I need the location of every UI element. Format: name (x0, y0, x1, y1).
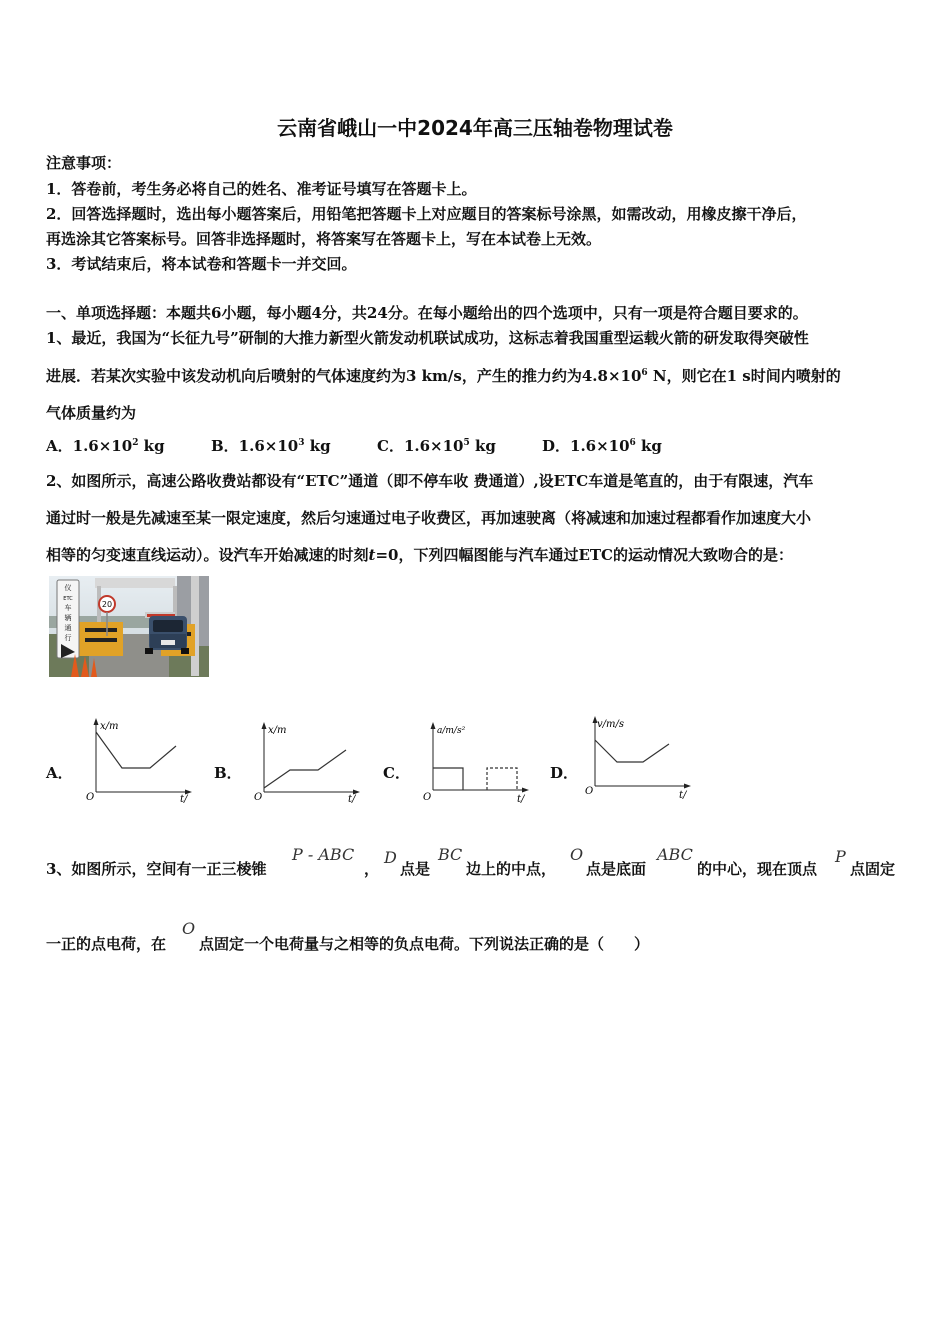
question-3-text: ， (364, 860, 380, 878)
svg-text:t/: t/ (180, 794, 188, 804)
option-c[interactable]: C．$1.6\times 10^5$ kg (377, 437, 496, 455)
graph-b-label[interactable]: B． (214, 764, 242, 782)
svg-text:a/m/s²: a/m/s² (437, 726, 466, 736)
graph-d[interactable] (583, 714, 693, 802)
section-heading: 一、单项选择题：本题共6小题，每小题4分，共24分。在每小题给出的四个选项中，只有一项是符合题目要求的。 (46, 304, 808, 322)
question-1-line: 1、最近，我国为“长征九号”研制的大推力新型火箭发动机联试成功，这标志着我国重型运载火箭的研发取得突破性 (46, 329, 809, 347)
question-2-line: 2、如图所示，高速公路收费站都设有“ETC”通道（即不停车收 费通道）,设ETC车道是笔直的，由于有限速，汽车 (46, 472, 814, 490)
math-o: O (570, 845, 584, 864)
svg-text:ETC: ETC (63, 596, 73, 602)
question-3-text: 点是底面 (586, 860, 647, 878)
graph-a[interactable] (84, 716, 194, 804)
svg-text:x/m: x/m (268, 725, 287, 736)
svg-text:O: O (86, 792, 95, 803)
graph-c[interactable] (421, 720, 531, 808)
question-2-line: 通过时一般是先减速至某一限定速度，然后匀速通过电子收费区，再加速驶离（将减速和加速过程都看作加速度大小 (46, 509, 812, 527)
svg-text:x/m: x/m (100, 721, 119, 732)
question-3-text: 点是 (400, 860, 431, 878)
option-d[interactable]: D．$1.6\times 10^6$ kg (542, 437, 662, 455)
page-title: 云南省峨山一中2024年高三压轴卷物理试卷 (277, 116, 673, 140)
graph-b[interactable] (252, 720, 362, 808)
graph-d-label[interactable]: D． (550, 764, 579, 782)
math-d: D (384, 848, 397, 867)
question-1-line: 进展．若某次实验中该发动机向后喷射的气体速度约为3 km/s，产生的推力约为$4.8\times 10^6$ N，则它在1 s时间内喷射的 (46, 367, 841, 385)
question-2-line: 相等的匀变速直线运动）。设汽车开始减速的时刻t=0，下列四幅图能与汽车通过ETC的运动情况大致吻合的是： (46, 546, 793, 564)
question-3-text: 点固定一个电荷量与之相等的负点电荷。下列说法正确的是（ ） (199, 935, 650, 953)
svg-text:车: 车 (64, 604, 72, 612)
notice-heading: 注意事项： (46, 154, 122, 172)
svg-text:辆: 辆 (64, 614, 72, 622)
question-3-text: 点固定 (850, 860, 896, 878)
svg-text:行: 行 (64, 634, 72, 642)
option-b[interactable]: B．$1.6\times 10^3$ kg (211, 437, 331, 455)
question-3-text: 3、如图所示，空间有一正三棱锥 (46, 860, 267, 878)
svg-text:O: O (585, 786, 594, 797)
svg-text:通: 通 (64, 624, 72, 632)
notice-item: 再选涂其它答案标号。回答非选择题时，将答案写在答题卡上，写在本试卷上无效。 (46, 230, 602, 248)
option-a[interactable]: A．$1.6\times 10^2$ kg (46, 437, 165, 455)
graph-c-label[interactable]: C． (383, 764, 410, 782)
question-3-text: 边上的中点， (466, 860, 557, 878)
svg-text:t/: t/ (679, 790, 687, 801)
svg-text:v/m/s: v/m/s (597, 719, 625, 730)
question-3-text: 的中心，现在顶点 (697, 860, 818, 878)
math-p: P (835, 847, 846, 866)
notice-item: 1．答卷前，考生务必将自己的姓名、准考证号填写在答题卡上。 (46, 180, 477, 198)
question-3-text: 一正的点电荷，在 (46, 935, 167, 953)
svg-text:t/: t/ (517, 794, 525, 805)
notice-item: 3．考试结束后，将本试卷和答题卡一并交回。 (46, 255, 357, 273)
speed-limit-text: 20 (101, 600, 113, 609)
notice-item: 2．回答选择题时，选出每小题答案后，用铅笔把答题卡上对应题目的答案标号涂黑，如需改动，用橡皮擦干净后， (46, 205, 807, 223)
svg-text:仪: 仪 (64, 584, 72, 592)
question-1-line: 气体质量约为 (46, 404, 137, 422)
graph-a-label[interactable]: A． (46, 764, 73, 782)
math-o: O (182, 919, 196, 938)
svg-text:O: O (423, 792, 432, 803)
math-pyramid: P - ABC (292, 845, 355, 864)
etc-photo (49, 576, 209, 677)
svg-text:t/: t/ (348, 794, 356, 805)
math-abc: ABC (657, 845, 693, 864)
svg-text:O: O (254, 792, 263, 803)
math-bc: BC (438, 845, 463, 864)
